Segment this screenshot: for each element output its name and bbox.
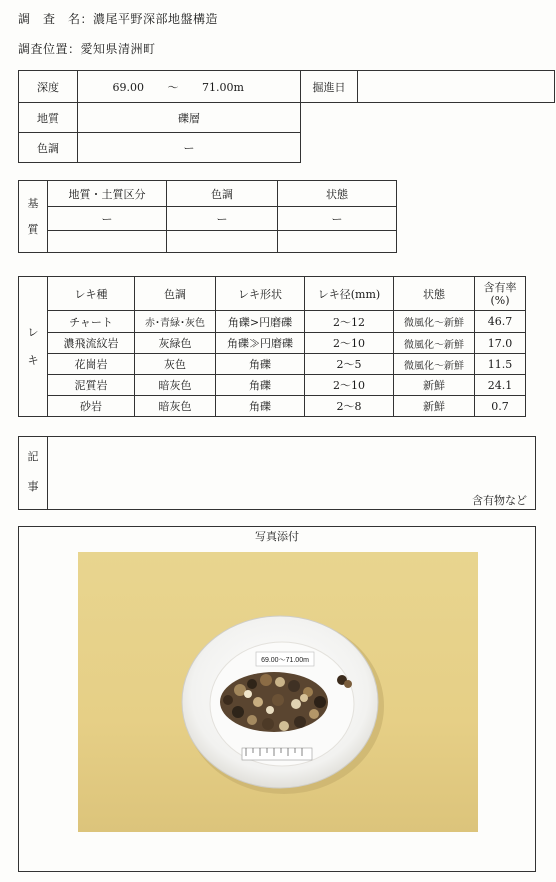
table-row bbox=[19, 311, 526, 333]
gravel-size: 2〜10 bbox=[305, 375, 394, 396]
photo-title: 写真添付 bbox=[255, 530, 299, 543]
blank bbox=[301, 103, 358, 133]
table-row bbox=[19, 354, 526, 375]
matrix-header-class: 地質・土質区分 bbox=[48, 181, 167, 207]
gravel-header-size: レキ径(mm) bbox=[305, 277, 394, 311]
notes-label-2: 事 bbox=[27, 480, 39, 493]
gravel-type: チャート bbox=[48, 311, 135, 333]
sample-photo bbox=[78, 552, 478, 832]
notes-label-1: 記 bbox=[27, 450, 39, 463]
gravel-color: 暗灰色 bbox=[135, 396, 216, 417]
gravel-header-state: 状態 bbox=[394, 277, 475, 311]
survey-name-label: 調 査 名： bbox=[18, 12, 94, 26]
gravel-color: 灰緑色 bbox=[135, 333, 216, 354]
geology-value: 礫層 bbox=[78, 103, 301, 133]
gravel-header-rate-unit: (%) bbox=[490, 293, 510, 307]
gravel-color: 灰色 bbox=[135, 354, 216, 375]
gravel-size: 2〜8 bbox=[305, 396, 394, 417]
gravel-type: 砂岩 bbox=[48, 396, 135, 417]
gravel-shape: 角礫≫円磨礫 bbox=[216, 333, 305, 354]
depth-table bbox=[18, 70, 555, 163]
gravel-shape: 角礫 bbox=[216, 375, 305, 396]
depth-tilde: 〜 bbox=[167, 80, 179, 94]
survey-location-label: 調査位置： bbox=[18, 42, 81, 56]
drill-date-label: 掘進日 bbox=[301, 71, 358, 103]
gravel-shape: 角礫 bbox=[216, 396, 305, 417]
matrix-side-2: 質 bbox=[27, 222, 39, 236]
matrix-side-label bbox=[19, 181, 48, 253]
table-row bbox=[19, 375, 526, 396]
gravel-color: 暗灰色 bbox=[135, 375, 216, 396]
gravel-state: 微風化〜新鮮 bbox=[394, 354, 475, 375]
blank bbox=[358, 133, 555, 163]
gravel-header-rate-label: 含有率 bbox=[483, 280, 517, 294]
depth-from: 69.00 bbox=[112, 80, 144, 94]
gravel-size: 2〜10 bbox=[305, 333, 394, 354]
notes-label bbox=[18, 442, 48, 502]
gravel-side-1: レ bbox=[27, 325, 39, 339]
matrix-color-value: ー bbox=[167, 207, 278, 231]
survey-name-line bbox=[18, 10, 218, 27]
gravel-state: 新鮮 bbox=[394, 396, 475, 417]
depth-spacer bbox=[280, 71, 301, 103]
gravel-shape: 角礫>円磨礫 bbox=[216, 311, 305, 333]
survey-name: 濃尾平野深部地盤構造 bbox=[93, 12, 219, 26]
sample-label-text: 69.00〜71.00m bbox=[261, 657, 309, 664]
scale-ruler bbox=[242, 748, 312, 760]
gravel-rate: 24.1 bbox=[475, 375, 526, 396]
survey-location: 愛知県清洲町 bbox=[80, 42, 156, 56]
matrix-side-1: 基 bbox=[27, 196, 39, 210]
gravel-color: 赤･青緑･灰色 bbox=[135, 311, 216, 333]
sample-dish-image bbox=[78, 552, 478, 832]
gravel-state: 新鮮 bbox=[394, 375, 475, 396]
gravel-rate: 17.0 bbox=[475, 333, 526, 354]
geology-label: 地質 bbox=[19, 103, 78, 133]
survey-location-line bbox=[18, 40, 156, 57]
blank bbox=[301, 133, 358, 163]
gravel-rate: 46.7 bbox=[475, 311, 526, 333]
gravel-side-2: キ bbox=[27, 353, 39, 367]
color-label: 色調 bbox=[19, 133, 78, 163]
matrix-class-value: ー bbox=[48, 207, 167, 231]
notes-content: 含有物など bbox=[472, 494, 527, 507]
gravel-state: 微風化〜新鮮 bbox=[394, 333, 475, 354]
gravel-rate: 0.7 bbox=[475, 396, 526, 417]
depth-range-cell bbox=[78, 71, 281, 103]
gravel-type: 花崗岩 bbox=[48, 354, 135, 375]
gravel-state: 微風化〜新鮮 bbox=[394, 311, 475, 333]
gravel-size: 2〜5 bbox=[305, 354, 394, 375]
matrix-empty-cell bbox=[167, 231, 278, 253]
matrix-empty-cell bbox=[278, 231, 397, 253]
gravel-header-shape: レキ形状 bbox=[216, 277, 305, 311]
table-row bbox=[19, 333, 526, 354]
gravel-header-rate bbox=[475, 277, 526, 311]
gravel-header-color: 色調 bbox=[135, 277, 216, 311]
color-value: ー bbox=[78, 133, 301, 163]
matrix-header-state: 状態 bbox=[278, 181, 397, 207]
depth-label: 深度 bbox=[19, 71, 78, 103]
gravel-table bbox=[18, 276, 526, 417]
gravel-type: 泥質岩 bbox=[48, 375, 135, 396]
gravel-side-label bbox=[19, 277, 48, 417]
notes-box bbox=[18, 436, 536, 510]
gravel-shape: 角礫 bbox=[216, 354, 305, 375]
gravel-size: 2〜12 bbox=[305, 311, 394, 333]
drill-date-value bbox=[358, 71, 555, 103]
matrix-table bbox=[18, 180, 397, 253]
matrix-state-value: ー bbox=[278, 207, 397, 231]
gravel-rate: 11.5 bbox=[475, 354, 526, 375]
depth-to: 71.00m bbox=[202, 80, 244, 94]
matrix-header-color: 色調 bbox=[167, 181, 278, 207]
gravel-type: 濃飛流紋岩 bbox=[48, 333, 135, 354]
matrix-empty-cell bbox=[48, 231, 167, 253]
blank bbox=[358, 103, 555, 133]
table-row bbox=[19, 396, 526, 417]
gravel-header-type: レキ種 bbox=[48, 277, 135, 311]
